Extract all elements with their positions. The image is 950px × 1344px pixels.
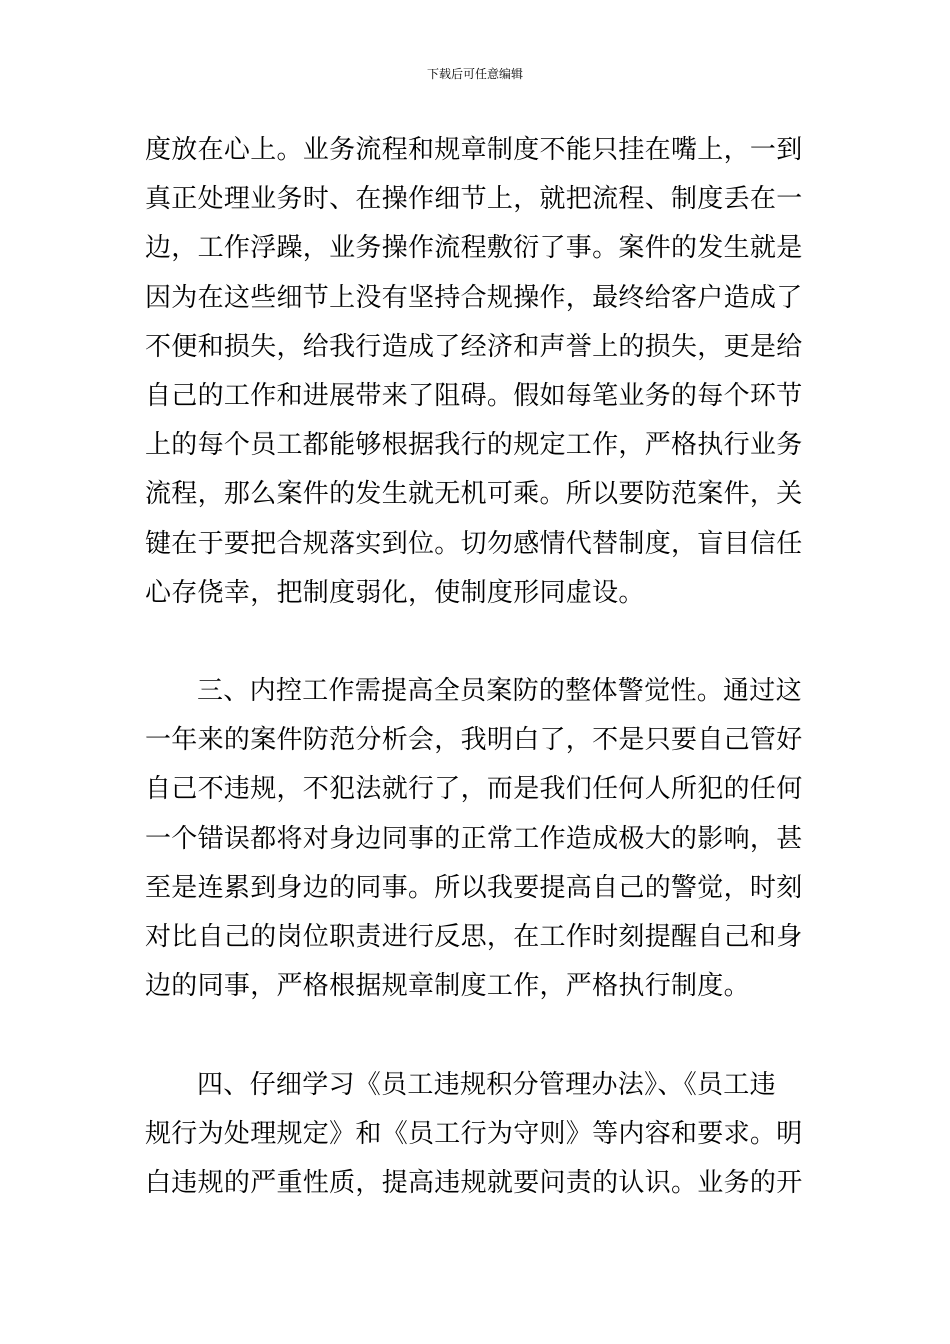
- text-line-first: 四、仔细学习《员工违规积分管理办法》、《员工违: [197, 1069, 776, 1100]
- paragraph-1: [145, 126, 807, 618]
- text-line: 键在于要把合规落实到位。切勿感情代替制度，盲目信任: [145, 528, 803, 559]
- text-line: 真正处理业务时、在操作细节上，就把流程、制度丢在一: [145, 184, 803, 215]
- text-line: 流程，那么案件的发生就无机可乘。所以要防范案件，关: [145, 479, 803, 510]
- text-line: 至是连累到身边的同事。所以我要提高自己的警觉，时刻: [145, 872, 803, 903]
- text-line: 因为在这些细节上没有坚持合规操作，最终给客户造成了: [145, 282, 803, 313]
- text-line: 自己的工作和进展带来了阻碍。假如每笔业务的每个环节: [145, 380, 803, 411]
- text-line-first: 三、内控工作需提高全员案防的整体警觉性。通过这: [197, 676, 802, 707]
- page-header: 下载后可任意编辑: [426, 67, 523, 81]
- paragraph-3: [145, 1061, 807, 1209]
- text-line: 边，工作浮躁，业务操作流程敷衍了事。案件的发生就是: [145, 233, 803, 264]
- text-line: 心存侥幸，把制度弱化，使制度形同虚设。: [145, 577, 645, 608]
- paragraph-spacer: [145, 1011, 807, 1060]
- text-line: 对比自己的岗位职责进行反思，在工作时刻提醒自己和身: [145, 922, 803, 952]
- paragraph-spacer: [145, 618, 807, 667]
- text-line: 一年来的案件防范分析会，我明白了，不是只要自己管好: [145, 725, 803, 756]
- text-line: 白违规的严重性质，提高违规就要问责的认识。业务的开: [145, 1167, 803, 1198]
- text-line: 上的每个员工都能够根据我行的规定工作，严格执行业务: [145, 430, 803, 461]
- text-line: 规行为处理规定》和《员工行为守则》等内容和要求。明: [145, 1118, 803, 1149]
- text-line: 不便和损失，给我行造成了经济和声誉上的损失，更是给: [145, 331, 803, 362]
- text-line: 自己不违规，不犯法就行了，而是我们任何人所犯的任何: [145, 774, 803, 805]
- text-line: 度放在心上。业务流程和规章制度不能只挂在嘴上，一到: [145, 135, 803, 165]
- paragraph-2: [145, 667, 807, 1011]
- text-line: 边的同事，严格根据规章制度工作，严格执行制度。: [145, 971, 750, 1002]
- text-line: 一个错误都将对身边同事的正常工作造成极大的影响，甚: [145, 823, 803, 854]
- document-body: [145, 126, 807, 1208]
